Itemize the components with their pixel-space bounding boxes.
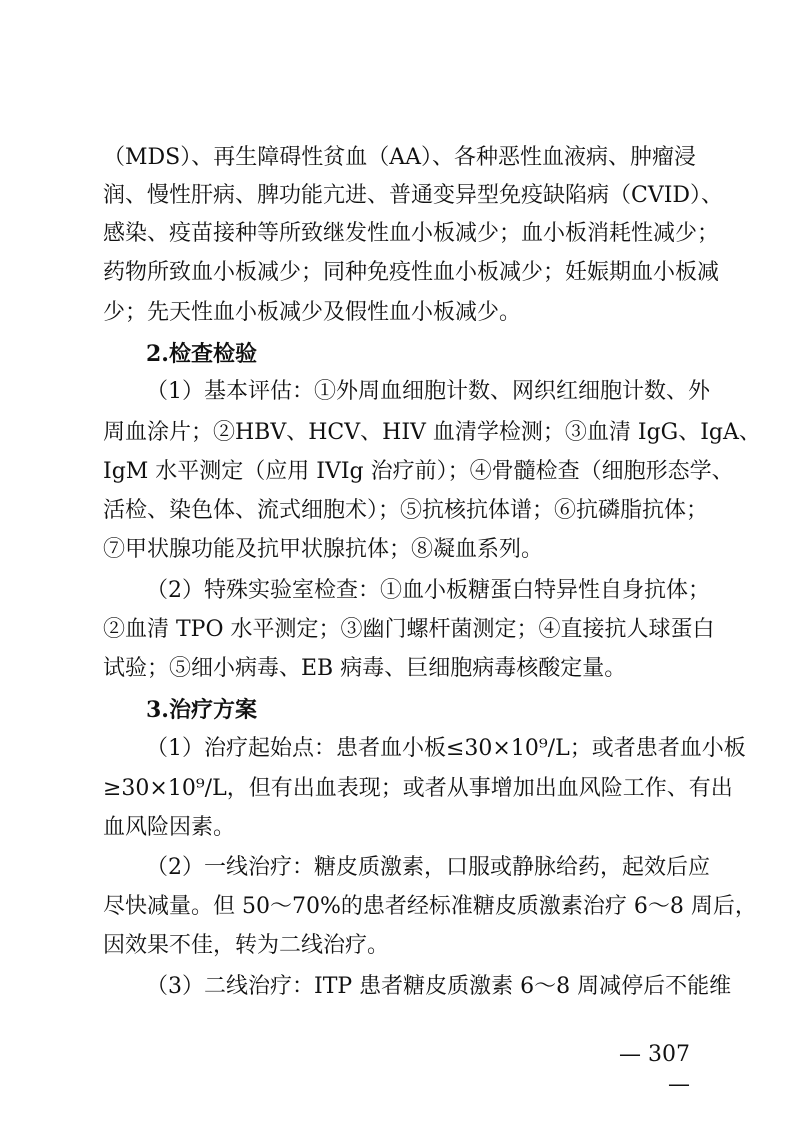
body-line-6: （1）基本评估：①外周血细胞计数、网织红细胞计数、外 (146, 379, 710, 404)
body-line-17: （2）一线治疗：糖皮质激素，口服或静脉给药，起效后应 (146, 855, 710, 880)
body-line-11: （2）特殊实验室检查：①血小板糖蛋白特异性自身抗体； (146, 578, 710, 603)
section-heading-2: 2.检查检验 (146, 341, 257, 367)
body-line-12: ②血清 TPO 水平测定；③幽门螺杆菌测定；④直接抗人球蛋白 (103, 617, 715, 642)
body-line-13: 试验；⑤细小病毒、EB 病毒、巨细胞病毒核酸定量。 (103, 656, 627, 681)
body-line-4: 药物所致血小板减少；同种免疫性血小板减少；妊娠期血小板减 (103, 260, 720, 285)
body-line-8: IgM 水平测定（应用 IVIg 治疗前）；④骨髓检查（细胞形态学、 (103, 459, 734, 484)
section-heading-3: 3.治疗方案 (146, 697, 257, 723)
body-line-16: 血风险因素。 (103, 815, 236, 840)
body-line-10: ⑦甲状腺功能及抗甲状腺抗体；⑧凝血系列。 (103, 537, 544, 562)
body-line-20: （3）二线治疗：ITP 患者糖皮质激素 6～8 周减停后不能维 (146, 974, 732, 999)
body-line-19: 因效果不佳，转为二线治疗。 (103, 933, 390, 958)
body-line-18: 尽快减量。但 50～70%的患者经标准糖皮质激素治疗 6～8 周后， (103, 894, 757, 919)
body-line-3: 感染、疫苗接种等所致继发性血小板减少；血小板消耗性减少； (103, 221, 720, 246)
body-line-14: （1）治疗起始点：患者血小板≤30×10⁹/L；或者患者血小板 (146, 736, 746, 761)
body-line-2: 润、慢性肝病、脾功能亢进、普通变异型免疫缺陷病（CVID）、 (103, 183, 724, 208)
body-line-7: 周血涂片；②HBV、HCV、HIV 血清学检测；③血清 IgG、IgA、 (103, 420, 761, 445)
body-line-5: 少；先天性血小板减少及假性血小板减少。 (103, 300, 522, 325)
body-line-15: ≥30×10⁹/L，但有出血表现；或者从事增加出血风险工作、有出 (103, 776, 733, 801)
body-line-1: （MDS）、再生障碍性贫血（AA）、各种恶性血液病、肿瘤浸 (103, 145, 697, 170)
page-number: — 307 — (619, 1042, 690, 1097)
body-line-9: 活检、染色体、流式细胞术）；⑤抗核抗体谱；⑥抗磷脂抗体； (103, 498, 709, 523)
